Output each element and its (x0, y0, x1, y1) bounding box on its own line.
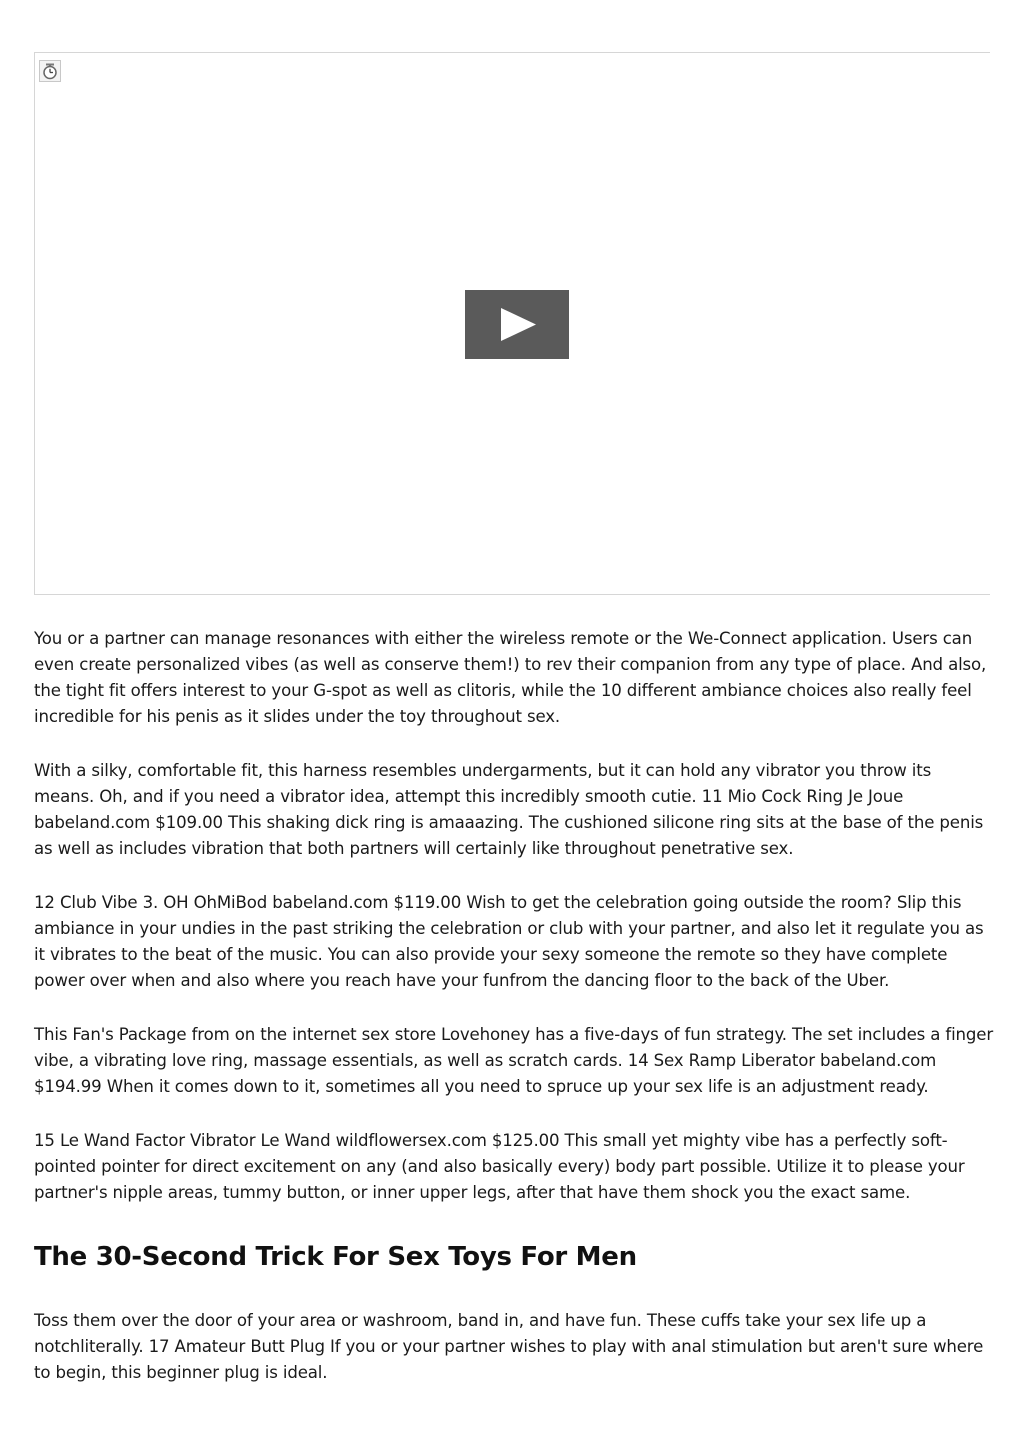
play-icon (465, 290, 569, 359)
article-paragraph: Toss them over the door of your area or washroom, band in, and have fun. These cuffs take your sex life up a notchliterally. 17 Amateur Butt Plug If you or your partner wishes to play with anal stimulation but aren't sure where to begin, this beginner plug is ideal. (34, 1311, 984, 1382)
article-body (34, 626, 994, 1386)
article-paragraph: This Fan's Package from on the internet sex store Lovehoney has a five-days of fun strategy. The set includes a finger vibe, a vibrating love ring, massage essentials, as well as scratch cards. 14 Sex Ramp Liberator babeland.com $194.99 When it comes down to it, sometimes all you need to spruce up your sex life is an adjustment ready. (34, 1025, 994, 1096)
article-paragraph: 12 Club Vibe 3. OH OhMiBod babeland.com $119.00 Wish to get the celebration going outside the room? Slip this ambiance in your undies in the past striking the celebration or club with your partner, and also let it regulate you as it vibrates to the beat of the music. You can also provide your sexy someone the remote so they have complete power over when and also where you reach have your funfrom the dancing floor to the back of the Uber. (34, 893, 984, 990)
video-embed[interactable] (34, 52, 990, 595)
clock-icon (39, 60, 61, 82)
play-button[interactable] (465, 290, 569, 359)
article-paragraph: With a silky, comfortable fit, this harness resembles undergarments, but it can hold any vibrator you throw its means. Oh, and if you need a vibrator idea, attempt this incredibly smooth cutie. 11 Mio Cock Ring Je Joue babeland.com $109.00 This shaking dick ring is amaaazing. The cushioned silicone ring sits at the base of the penis as well as includes vibration that both partners will certainly like throughout penetrative sex. (34, 761, 984, 858)
section-heading: The 30-Second Trick For Sex Toys For Men (34, 1242, 637, 1272)
article-paragraph: You or a partner can manage resonances with either the wireless remote or the We-Connect application. Users can even create personalized vibes (as well as conserve them!) to rev their companion from any type of place. And also, the tight fit offers interest to your G-spot as well as clitoris, while the 10 different ambiance choices also really feel incredible for his penis as it slides under the toy throughout sex. (34, 629, 987, 726)
article-paragraph: 15 Le Wand Factor Vibrator Le Wand wildflowersex.com $125.00 This small yet mighty vibe has a perfectly soft-pointed pointer for direct excitement on any (and also basically every) body part possible. Utilize it to please your partner's nipple areas, tummy button, or inner upper legs, after that have them shock you the exact same. (34, 1131, 965, 1202)
